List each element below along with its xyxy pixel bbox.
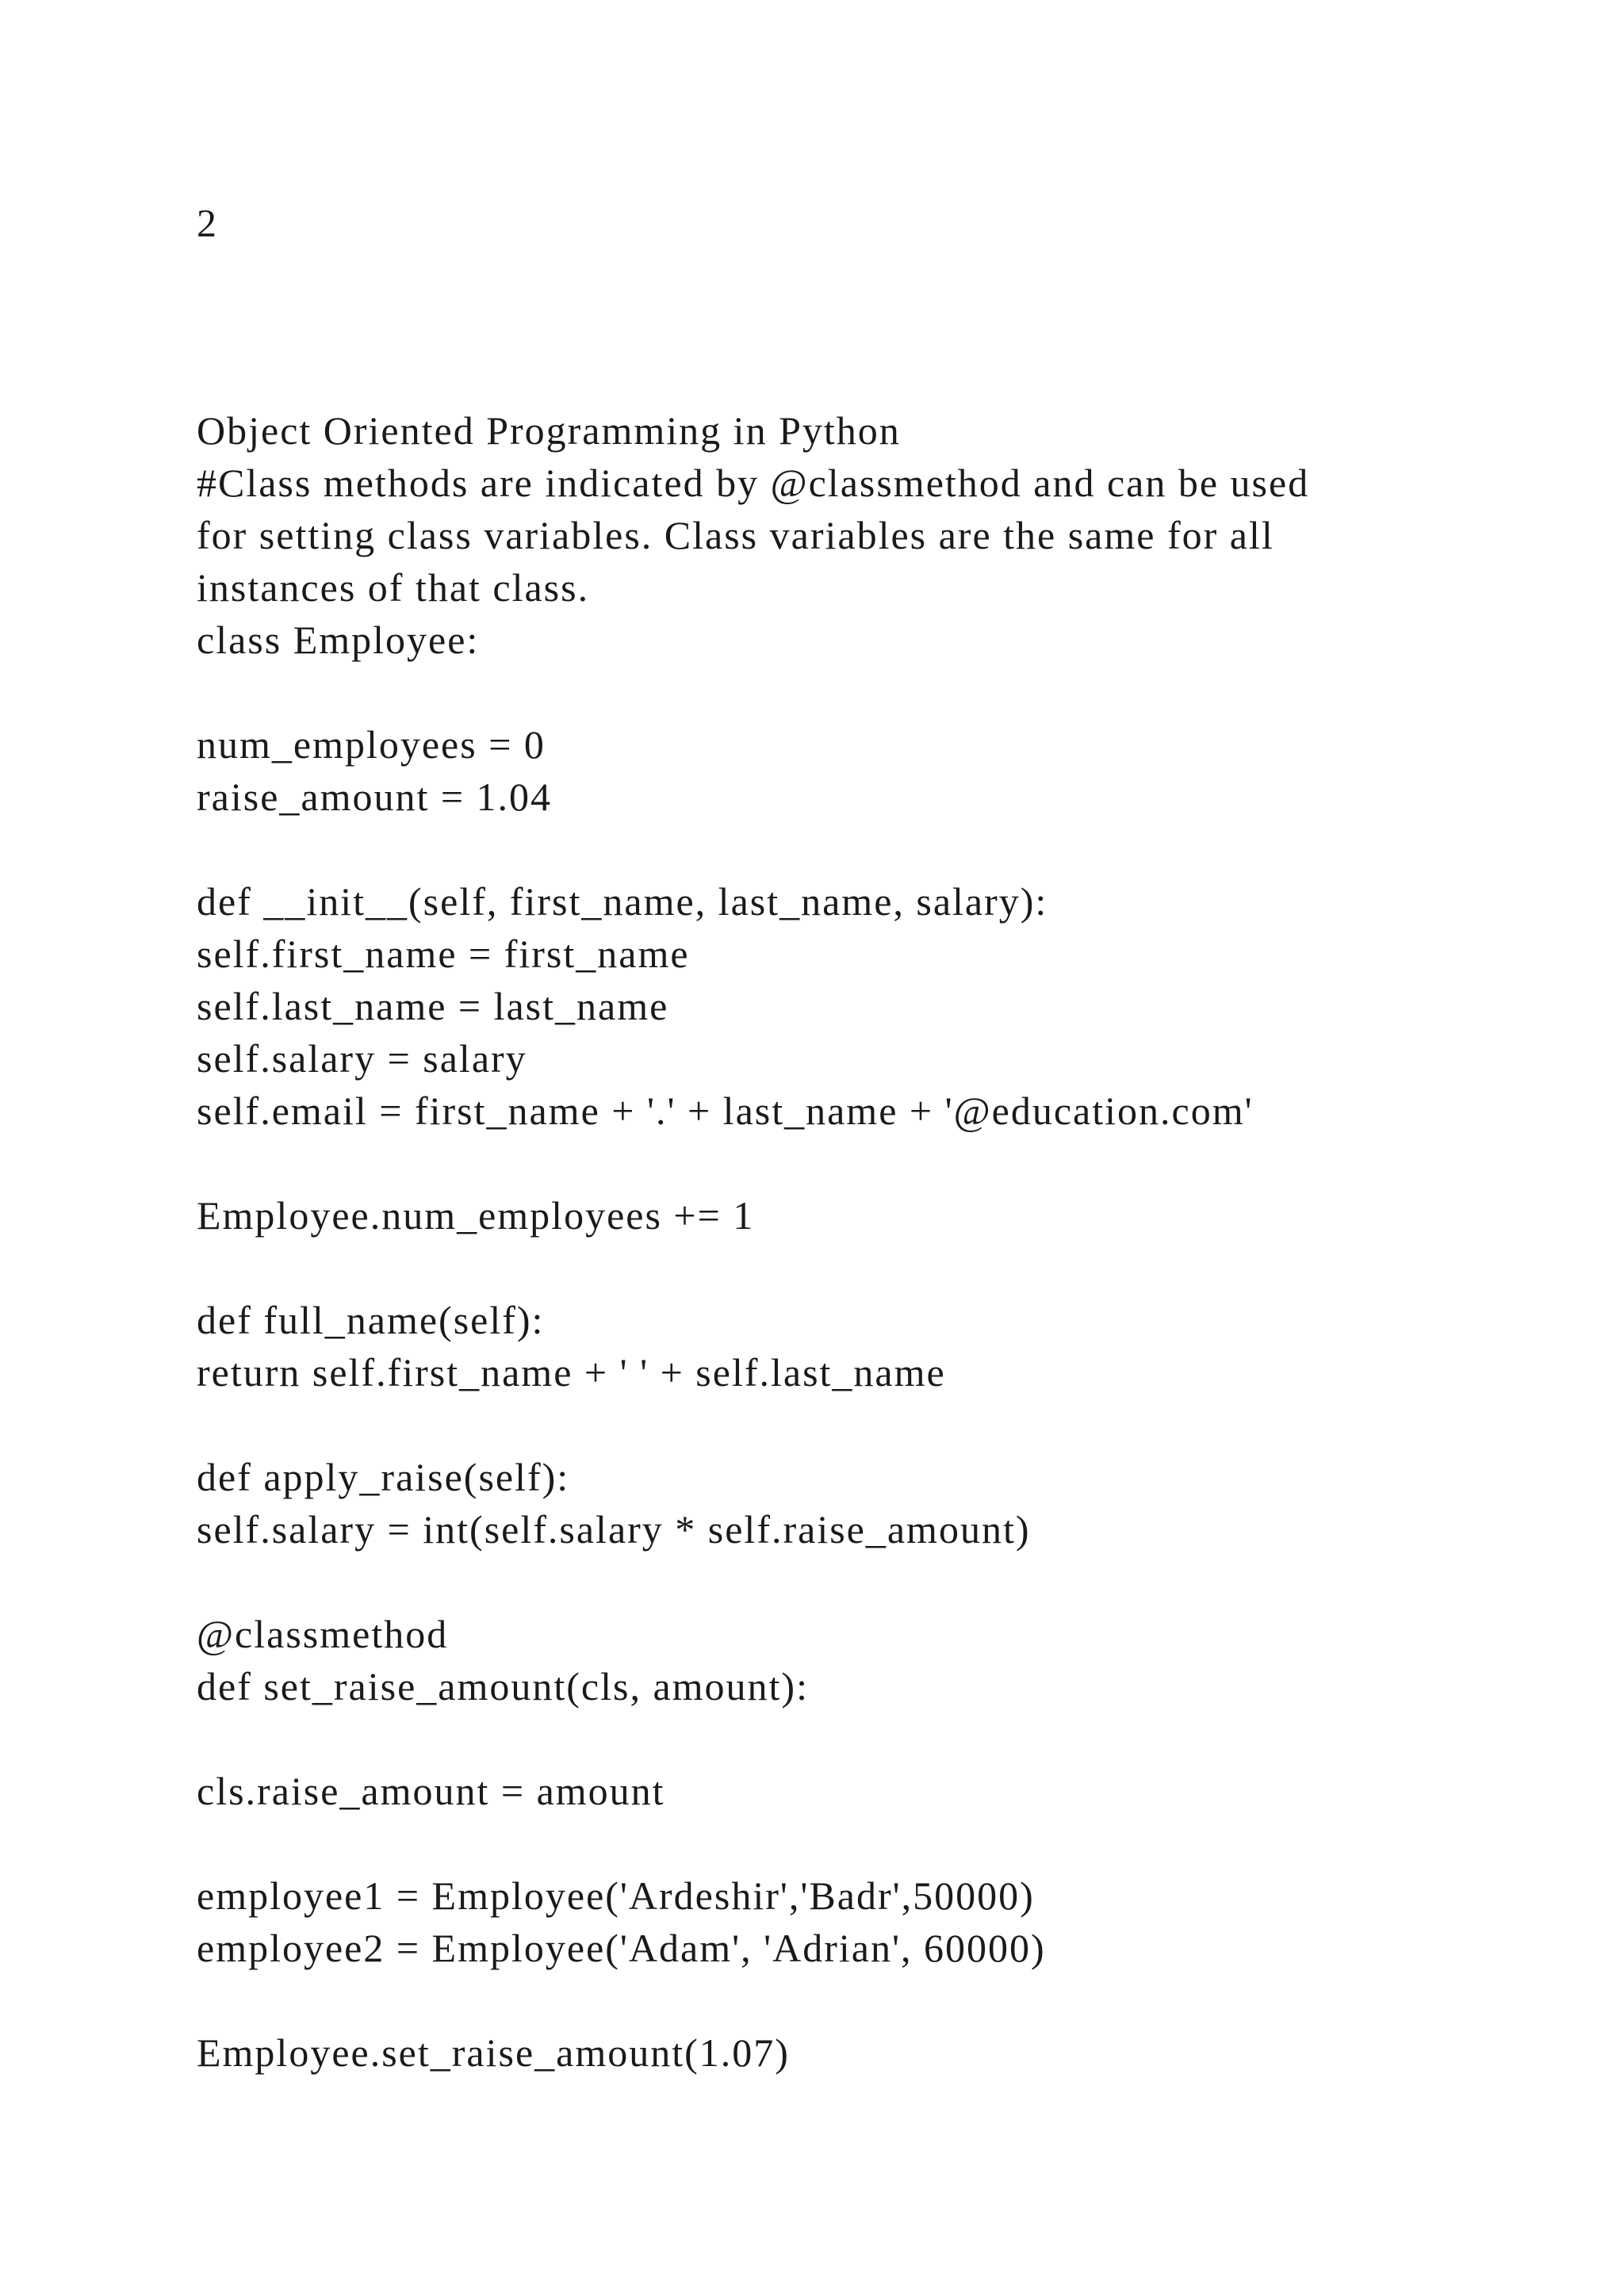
blank-line (197, 1399, 1465, 1451)
code-line: raise_amount = 1.04 (197, 775, 553, 819)
page-number: 2 (197, 201, 217, 245)
code-line: def __init__(self, first_name, last_name, salary): (197, 879, 1048, 924)
code-line: self.last_name = last_name (197, 984, 669, 1028)
code-line: cls.raise_amount = amount (197, 1769, 665, 1813)
blank-line (197, 1556, 1465, 1608)
heading-line: Object Oriented Programming in Python (197, 408, 901, 453)
blank-line (197, 1817, 1465, 1869)
code-line: num_employees = 0 (197, 722, 546, 767)
text-line: #Class methods are indicated by @classmethod and can be used (197, 461, 1310, 505)
document-body (197, 404, 1465, 2079)
blank-line (197, 823, 1465, 875)
blank-line (197, 1137, 1465, 1189)
blank-line (197, 666, 1465, 718)
blank-line (197, 1974, 1465, 2026)
text-line: instances of that class. (197, 565, 590, 610)
code-line: Employee.num_employees += 1 (197, 1193, 755, 1238)
code-line: class Employee: (197, 618, 480, 662)
code-line: self.salary = salary (197, 1036, 527, 1081)
code-line: self.email = first_name + '.' + last_name + '@education.com' (197, 1089, 1254, 1133)
code-line: def set_raise_amount(cls, amount): (197, 1664, 809, 1709)
code-line: employee2 = Employee('Adam', 'Adrian', 60000) (197, 1926, 1046, 1970)
code-line: Employee.set_raise_amount(1.07) (197, 2030, 790, 2075)
code-line: self.first_name = first_name (197, 932, 690, 976)
code-line: @classmethod (197, 1612, 449, 1656)
code-line: def full_name(self): (197, 1298, 545, 1342)
blank-line (197, 1242, 1465, 1294)
code-line: self.salary = int(self.salary * self.raise_amount) (197, 1507, 1031, 1552)
blank-line (197, 1712, 1465, 1765)
code-line: employee1 = Employee('Ardeshir','Badr',50000) (197, 1873, 1035, 1918)
code-line: def apply_raise(self): (197, 1455, 570, 1499)
text-line: for setting class variables. Class variables are the same for all (197, 513, 1274, 557)
code-line: return self.first_name + ' ' + self.last_name (197, 1350, 946, 1395)
